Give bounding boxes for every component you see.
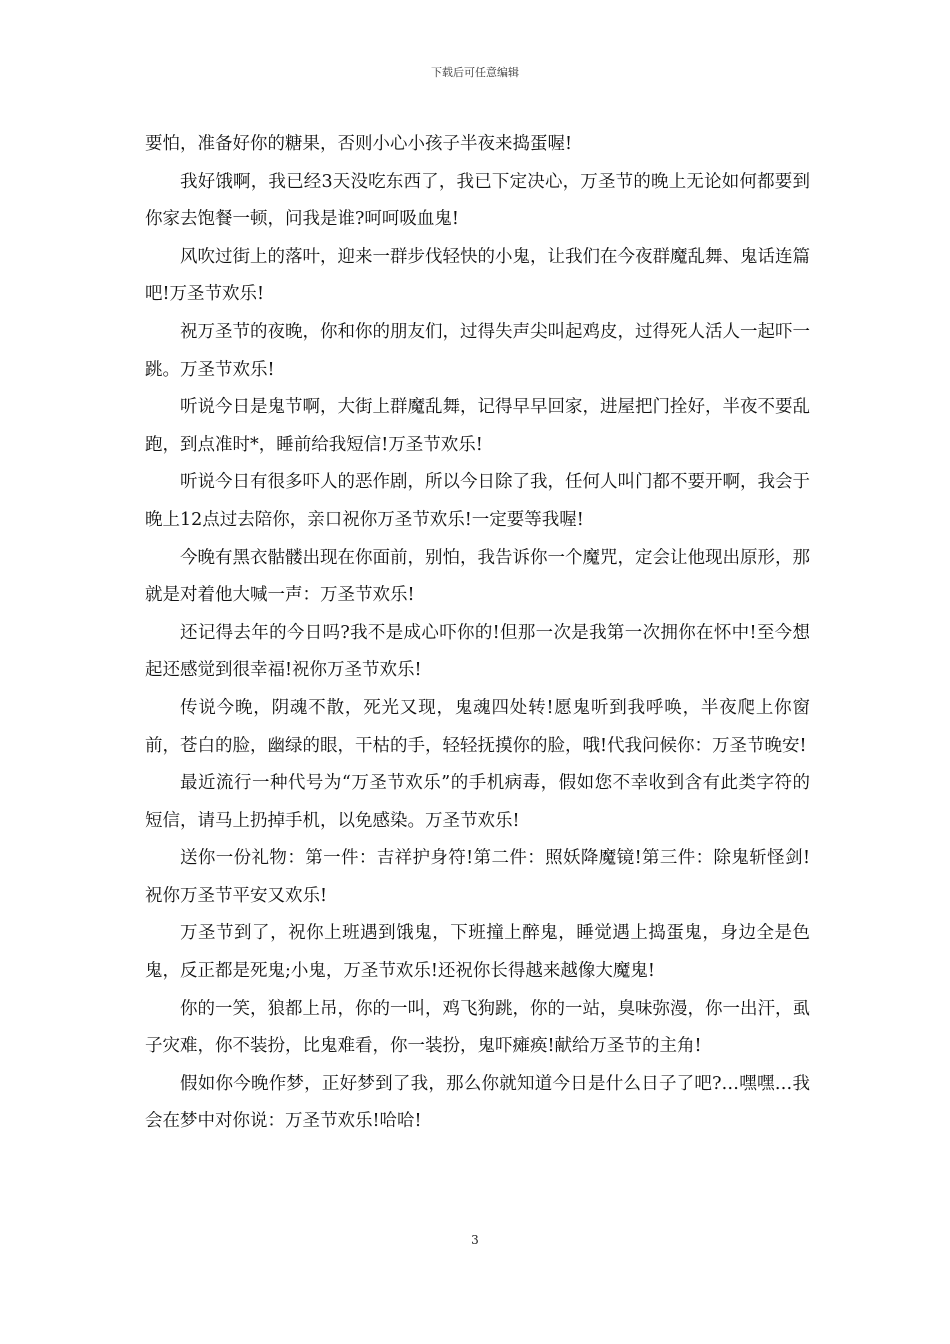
paragraph-12: 万圣节到了，祝你上班遇到饿鬼，下班撞上醉鬼，睡觉遇上捣蛋鬼，身边全是色鬼，反正都是死鬼;小鬼，万圣节欢乐!还祝你长得越来越像大魔鬼! (145, 923, 810, 982)
paragraph-3: 风吹过街上的落叶，迎来一群步伐轻快的小鬼，让我们在今夜群魔乱舞、鬼话连篇吧!万圣节欢乐! (145, 246, 810, 305)
paragraph-7: 今晚有黑衣骷髅出现在你面前，别怕，我告诉你一个魔咒，定会让他现出原形，那就是对着他大喊一声：万圣节欢乐! (145, 547, 810, 606)
paragraph-6: 听说今日有很多吓人的恶作剧，所以今日除了我，任何人叫门都不要开啊，我会于晚上12点过去陪你，亲口祝你万圣节欢乐!一定要等我喔! (145, 472, 810, 530)
paragraph-9: 传说今晚，阴魂不散，死光又现，鬼魂四处转!愿鬼听到我呼唤，半夜爬上你窗前，苍白的脸，幽绿的眼，干枯的手，轻轻抚摸你的脸，哦!代我问候你：万圣节晚安! (145, 697, 810, 756)
paragraph-2: 我好饿啊，我已经3天没吃东西了，我已下定决心，万圣节的晚上无论如何都要到你家去饱餐一顿，问我是谁?呵呵吸血鬼! (145, 171, 810, 230)
paragraph-14: 假如你今晚作梦，正好梦到了我，那么你就知道今日是什么日子了吧?…嘿嘿…我会在梦中对你说：万圣节欢乐!哈哈! (145, 1073, 810, 1132)
page-number: 3 (471, 1233, 479, 1247)
paragraph-4: 祝万圣节的夜晚，你和你的朋友们，过得失声尖叫起鸡皮，过得死人活人一起吓一跳。万圣节欢乐! (145, 321, 810, 380)
paragraph-5: 听说今日是鬼节啊，大街上群魔乱舞，记得早早回家，进屋把门拴好，半夜不要乱跑，到点准时*，睡前给我短信!万圣节欢乐! (145, 397, 810, 455)
paragraph-1: 要怕，准备好你的糖果，否则小心小孩子半夜来捣蛋喔! (145, 134, 573, 154)
paragraph-10: 最近流行一种代号为“万圣节欢乐”的手机病毒，假如您不幸收到含有此类字符的短信，请马上扔掉手机，以免感染。万圣节欢乐! (145, 773, 810, 831)
document-body (145, 126, 810, 1141)
paragraph-13: 你的一笑，狼都上吊，你的一叫，鸡飞狗跳，你的一站，臭味弥漫，你一出汗，虱子灾难，你不装扮，比鬼难看，你一装扮，鬼吓瘫痪!献给万圣节的主角! (145, 998, 810, 1057)
page-header: 下载后可任意编辑 (431, 66, 519, 79)
paragraph-8: 还记得去年的今日吗?我不是成心吓你的!但那一次是我第一次拥你在怀中!至今想起还感觉到很幸福!祝你万圣节欢乐! (145, 622, 810, 681)
paragraph-11: 送你一份礼物：第一件：吉祥护身符!第二件：照妖降魔镜!第三件：除鬼斩怪剑!祝你万圣节平安又欢乐! (145, 848, 810, 906)
